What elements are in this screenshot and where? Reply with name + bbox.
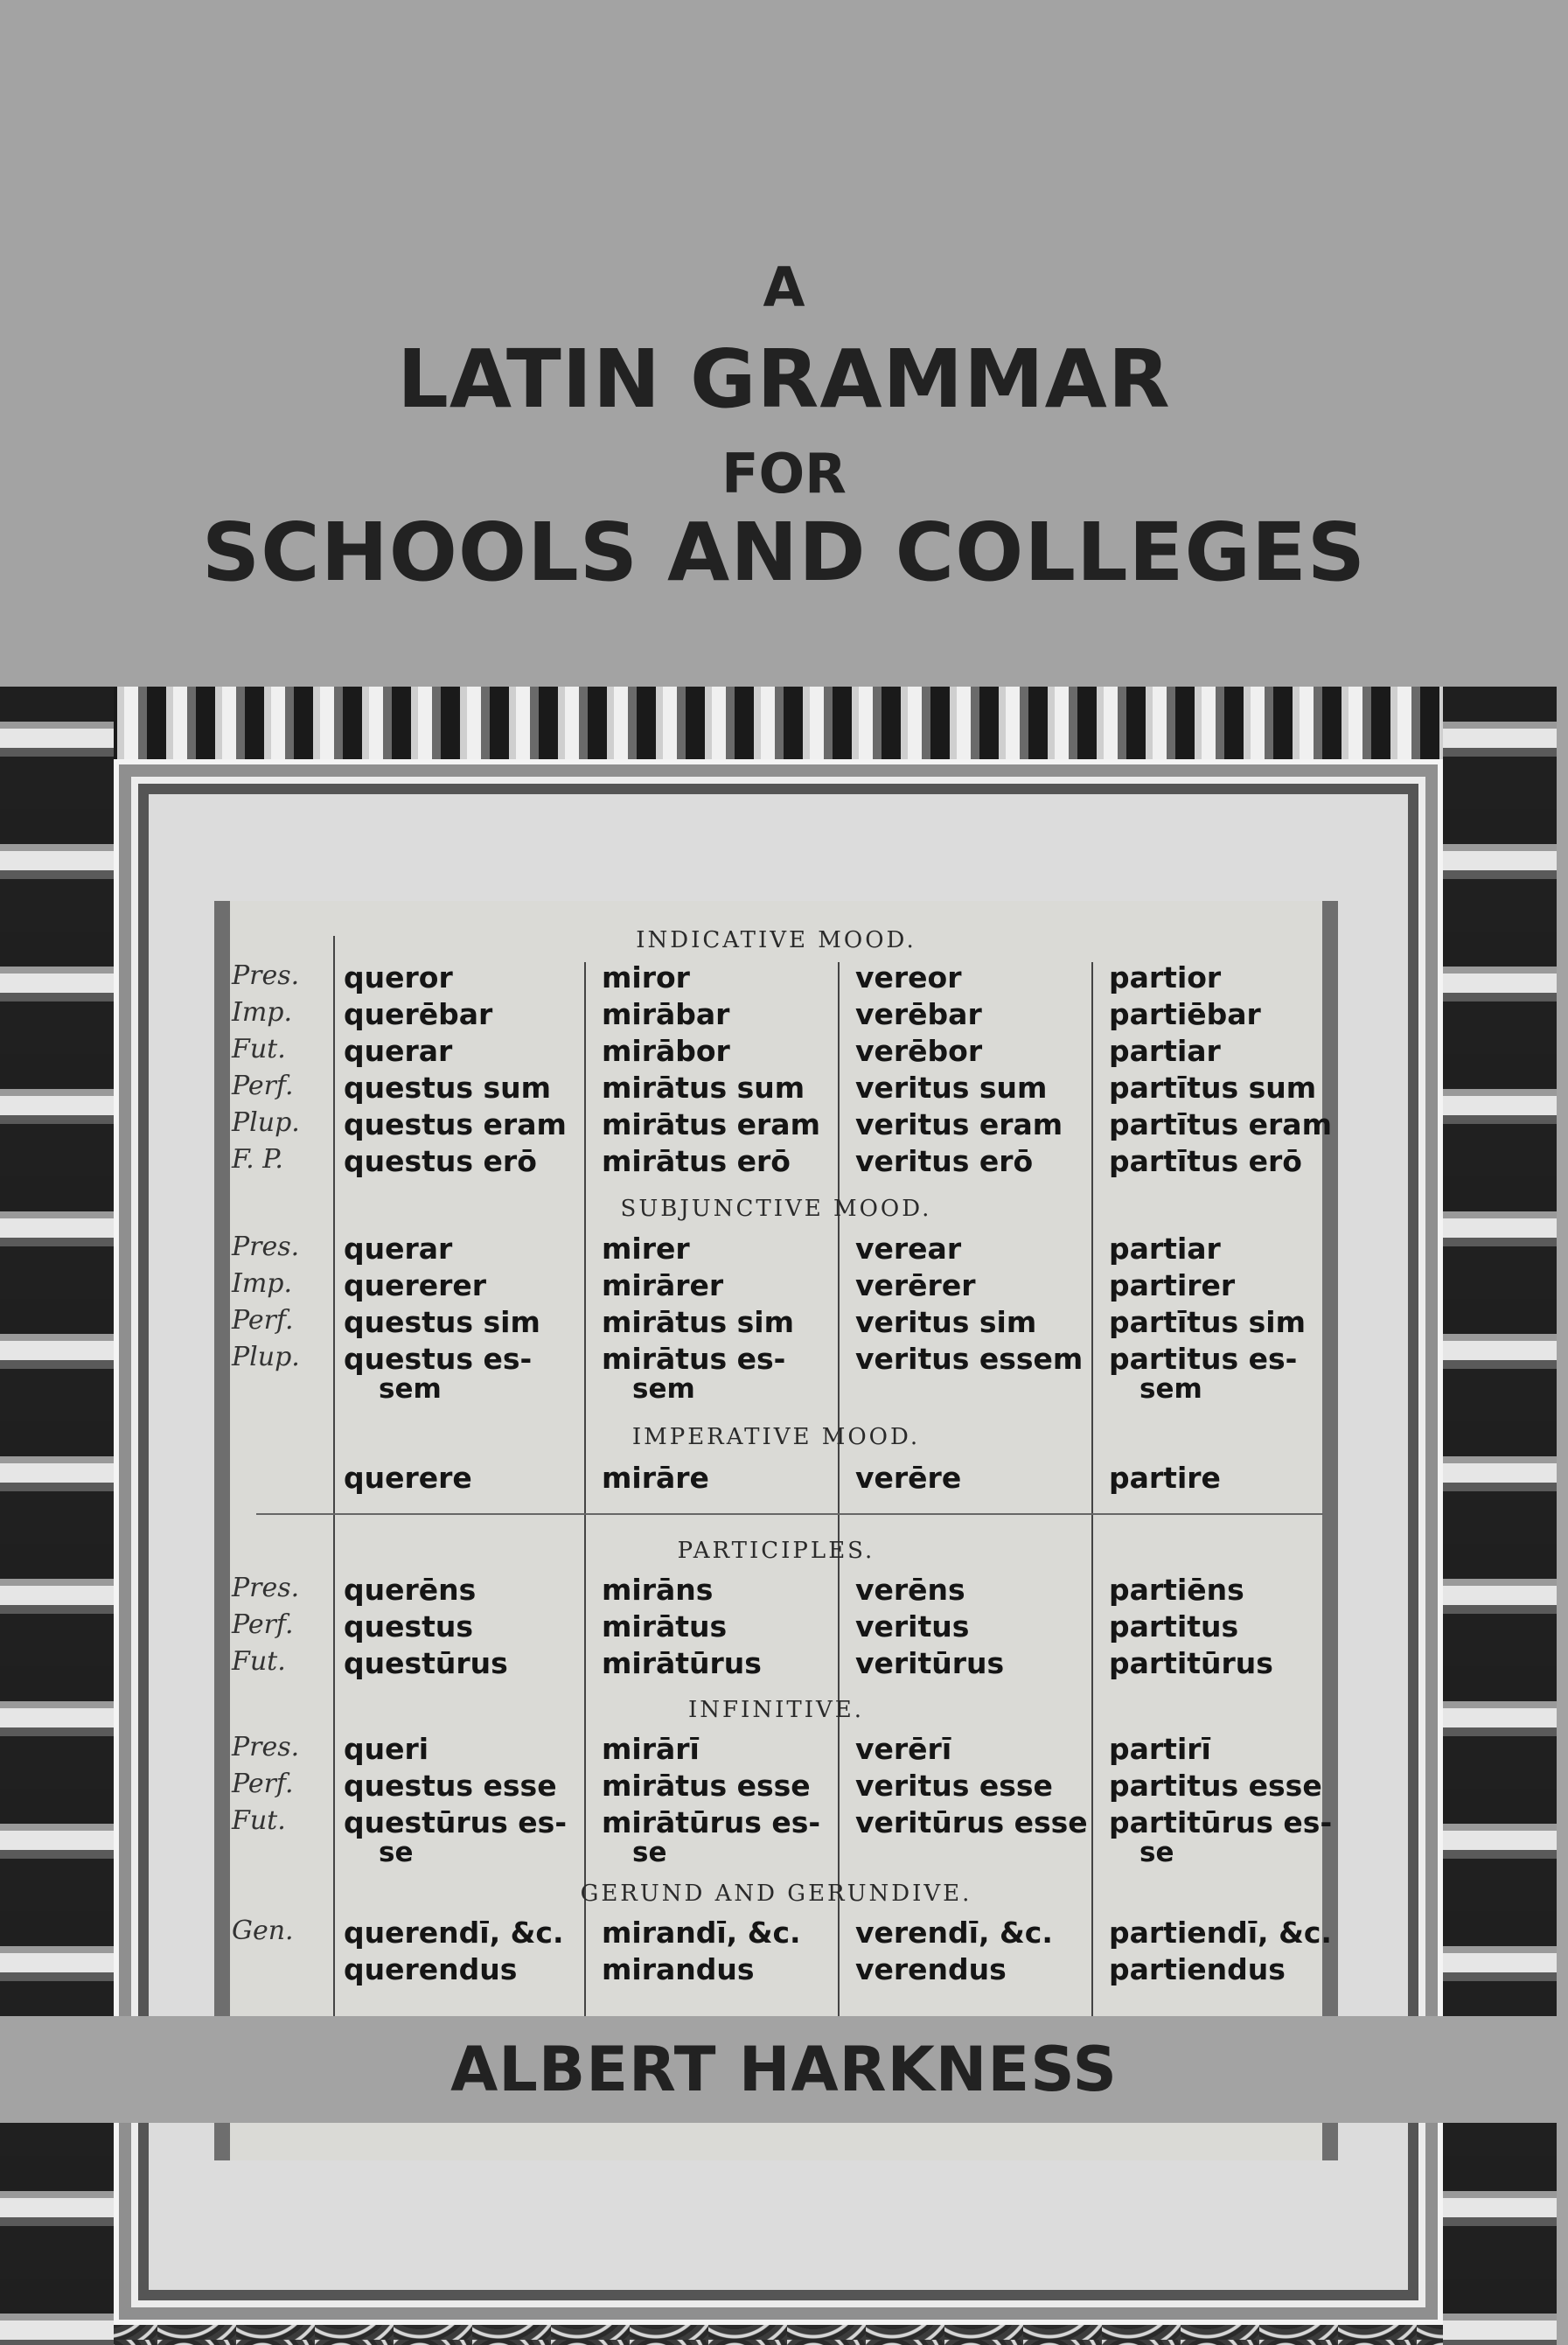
section-heading-participles: PARTICIPLES. xyxy=(677,1538,875,1564)
section-heading-infinitive: INFINITIVE. xyxy=(688,1697,864,1723)
table-cell: mirātus eram xyxy=(602,1107,820,1141)
table-cell: verēbor xyxy=(855,1034,983,1068)
table-cell: mirātus xyxy=(602,1609,728,1644)
row-label: Pres. xyxy=(232,1732,300,1762)
table-cell: mirāre xyxy=(602,1461,709,1495)
table-cell: queri xyxy=(344,1732,429,1766)
table-cell: querar xyxy=(344,1034,453,1068)
table-cell: vereor xyxy=(855,960,962,995)
row-label: Fut. xyxy=(232,1034,286,1064)
table-row xyxy=(230,960,1322,997)
table-row xyxy=(230,1461,1322,1497)
table-row xyxy=(230,1646,1322,1683)
hyphenation-continuation: se xyxy=(379,1837,414,1868)
table-cell: verēre xyxy=(855,1461,962,1495)
title-article: A xyxy=(763,255,805,319)
row-label: Perf. xyxy=(232,1609,294,1640)
table-row xyxy=(230,1573,1322,1609)
row-label: Pres. xyxy=(232,960,300,991)
table-cell: questus xyxy=(344,1609,474,1644)
row-label: Pres. xyxy=(232,1573,300,1603)
table-row xyxy=(230,1107,1332,1144)
table-cell: veritus sum xyxy=(855,1071,1048,1105)
table-cell: partitūrus es- xyxy=(1109,1805,1333,1839)
table-cell: mirer xyxy=(602,1232,690,1266)
table-cell: mirātus es- xyxy=(602,1342,786,1376)
table-cell: mirandus xyxy=(602,1952,755,1986)
table-cell: partitus xyxy=(1109,1609,1239,1644)
section-heading-indicative: INDICATIVE MOOD. xyxy=(636,927,916,953)
table-cell: partiendī, &c. xyxy=(1109,1916,1332,1950)
table-row xyxy=(230,1232,1322,1268)
table-cell: verēns xyxy=(855,1573,965,1607)
author-name: ALBERT HARKNESS xyxy=(0,2016,1568,2123)
table-row xyxy=(230,1034,1322,1071)
table-cell: veritus xyxy=(855,1609,970,1644)
row-label: Gen. xyxy=(232,1916,294,1946)
table-row xyxy=(230,1144,1322,1181)
table-cell: veritus sim xyxy=(855,1305,1037,1339)
table-cell: partiēns xyxy=(1109,1573,1244,1607)
table-cell: mirandī, &c. xyxy=(602,1916,801,1950)
table-cell: partitūrus xyxy=(1109,1646,1273,1680)
row-label: Plup. xyxy=(232,1107,300,1138)
book-subtitle: SCHOOLS AND COLLEGES xyxy=(201,506,1367,599)
table-cell: mirātus sum xyxy=(602,1071,805,1105)
ornate-frame-top xyxy=(0,687,1557,770)
table-cell: questus esse xyxy=(344,1769,557,1803)
table-cell: questus eram xyxy=(344,1107,567,1141)
table-cell: verear xyxy=(855,1232,962,1266)
table-cell: quererer xyxy=(344,1268,487,1302)
table-cell: verērī xyxy=(855,1732,952,1766)
table-cell: partiar xyxy=(1109,1034,1221,1068)
table-cell: questus erō xyxy=(344,1144,537,1178)
table-row xyxy=(230,1071,1322,1107)
table-cell: verendī, &c. xyxy=(855,1916,1053,1950)
table-cell: miror xyxy=(602,960,690,995)
table-cell: querendī, &c. xyxy=(344,1916,564,1950)
table-cell: questus es- xyxy=(344,1342,533,1376)
table-cell: partiēbar xyxy=(1109,997,1261,1031)
table-cell: mirātūrus es- xyxy=(602,1805,821,1839)
table-cell: queror xyxy=(344,960,453,995)
hyphenation-continuation: se xyxy=(1139,1837,1174,1868)
table-cell: partītus eram xyxy=(1109,1107,1332,1141)
table-cell: veritus esse xyxy=(855,1769,1053,1803)
table-cell: partirer xyxy=(1109,1268,1236,1302)
table-cell: veritus erō xyxy=(855,1144,1034,1178)
section-heading-gerund: GERUND AND GERUNDIVE. xyxy=(580,1881,972,1907)
row-label: Fut. xyxy=(232,1805,286,1836)
table-row xyxy=(230,1305,1322,1342)
table-cell: partior xyxy=(1109,960,1222,995)
row-label: Perf. xyxy=(232,1305,294,1336)
table-cell: mirārī xyxy=(602,1732,700,1766)
table-cell: mirātus esse xyxy=(602,1769,811,1803)
table-cell: partitus esse xyxy=(1109,1769,1322,1803)
table-cell: mirātūrus xyxy=(602,1646,762,1680)
row-label: Perf. xyxy=(232,1769,294,1799)
row-label: F. P. xyxy=(232,1144,283,1175)
title-connector: FOR xyxy=(721,442,847,506)
table-row xyxy=(230,1769,1322,1805)
row-label: Imp. xyxy=(232,1268,293,1299)
table-row xyxy=(230,1732,1322,1769)
section-heading-imperative: IMPERATIVE MOOD. xyxy=(631,1424,921,1450)
table-cell: partītus sum xyxy=(1109,1071,1317,1105)
table-cell: veritus eram xyxy=(855,1107,1063,1141)
row-label: Perf. xyxy=(232,1071,294,1101)
table-cell: mirāns xyxy=(602,1573,714,1607)
table-cell: veritūrus esse xyxy=(855,1805,1088,1839)
table-cell: partītus erō xyxy=(1109,1144,1302,1178)
table-cell: querēbar xyxy=(344,997,493,1031)
table-row xyxy=(230,1609,1322,1646)
table-row xyxy=(230,1916,1332,1952)
table-cell: veritus essem xyxy=(855,1342,1084,1376)
conjugation-table xyxy=(214,901,1338,2160)
table-cell: partitus es- xyxy=(1109,1342,1298,1376)
table-row xyxy=(230,1268,1322,1305)
table-cell: questus sum xyxy=(344,1071,552,1105)
row-label: Pres. xyxy=(232,1232,300,1262)
hyphenation-continuation: se xyxy=(632,1837,667,1868)
table-cell: mirābar xyxy=(602,997,730,1031)
hyphenation-continuation: sem xyxy=(632,1373,695,1405)
table-cell: partiendus xyxy=(1109,1952,1286,1986)
row-label: Plup. xyxy=(232,1342,300,1372)
table-cell: querere xyxy=(344,1461,472,1495)
table-cell: mirābor xyxy=(602,1034,730,1068)
section-heading-subjunctive: SUBJUNCTIVE MOOD. xyxy=(620,1196,932,1222)
table-cell: questus sim xyxy=(344,1305,540,1339)
table-cell: questūrus xyxy=(344,1646,508,1680)
table-cell: mirātus sim xyxy=(602,1305,794,1339)
cover-title-area xyxy=(0,0,1568,673)
table-cell: querendus xyxy=(344,1952,518,1986)
hyphenation-continuation: sem xyxy=(1139,1373,1202,1405)
section-divider xyxy=(256,1513,1323,1515)
table-cell: verērer xyxy=(855,1268,976,1302)
table-cell: partirī xyxy=(1109,1732,1211,1766)
row-label: Fut. xyxy=(232,1646,286,1677)
table-cell: querar xyxy=(344,1232,453,1266)
table-cell: querēns xyxy=(344,1573,477,1607)
table-cell: mirārer xyxy=(602,1268,724,1302)
table-cell: partire xyxy=(1109,1461,1221,1495)
table-cell: verendus xyxy=(855,1952,1007,1986)
table-cell: partītus sim xyxy=(1109,1305,1306,1339)
table-cell: questūrus es- xyxy=(344,1805,568,1839)
row-label: Imp. xyxy=(232,997,293,1028)
table-row xyxy=(230,1952,1322,1989)
table-row xyxy=(230,997,1322,1034)
table-cell: partiar xyxy=(1109,1232,1221,1266)
table-cell: mirātus erō xyxy=(602,1144,791,1178)
hyphenation-continuation: sem xyxy=(379,1373,442,1405)
table-cell: verēbar xyxy=(855,997,982,1031)
book-title: LATIN GRAMMAR xyxy=(397,332,1171,426)
table-cell: veritūrus xyxy=(855,1646,1005,1680)
